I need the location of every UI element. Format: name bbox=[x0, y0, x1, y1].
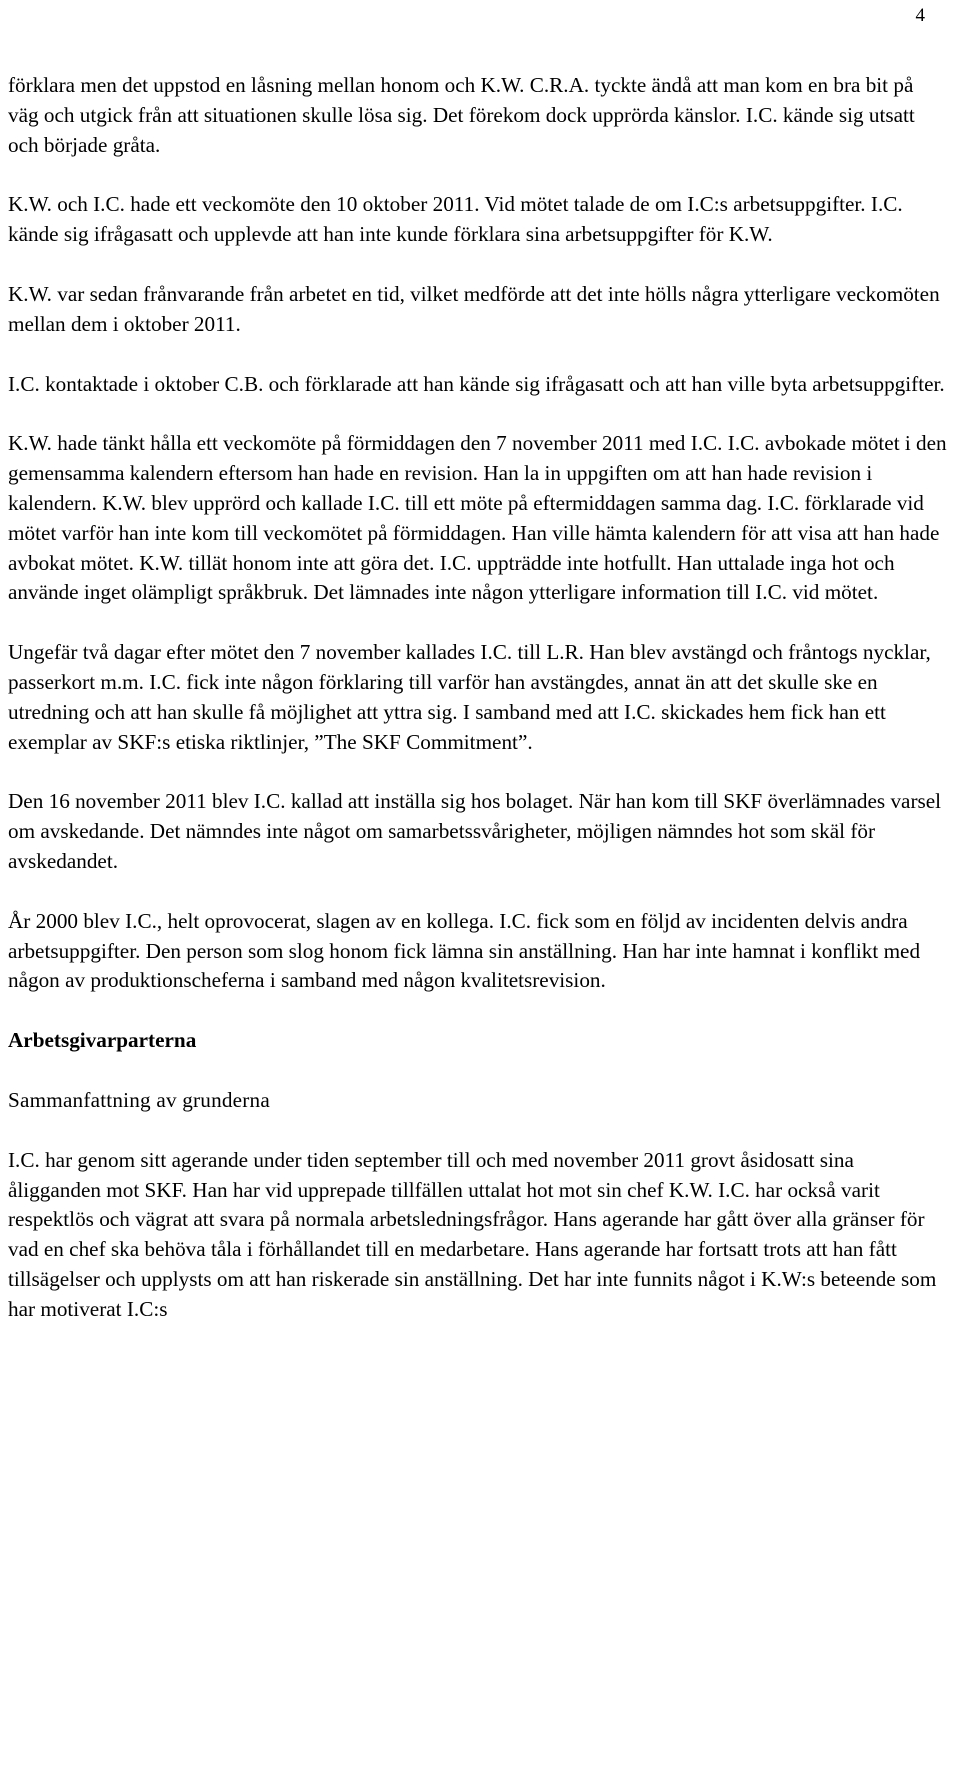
final-paragraph: I.C. har genom sitt agerande under tiden september till och med november 2011 grovt åsidosatt sina åligganden mot SKF. Han har vid upprepade tillfällen uttalat hot mot sin chef K.W. I.C. har också varit respektlös och vägrat att svara på normala arbetsledningsfrågor. Hans agerande har gått över alla gränser för vad en chef ska behöva tåla i förhållandet till en medarbetare. Hans agerande har fortsatt trots att han fått tillsägelser och upplysts om att han riskerade sin anställning. Det har inte funnits något i K.W:s beteende som har motiverat I.C:s bbox=[8, 1147, 937, 1321]
document-body bbox=[8, 71, 948, 1355]
paragraph-4: I.C. kontaktade i oktober C.B. och förklarade att han kände sig ifrågasatt och att han ville byta arbetsuppgifter. bbox=[8, 371, 945, 396]
section-heading: Arbetsgivarparterna bbox=[8, 1028, 197, 1053]
paragraph-5: K.W. hade tänkt hålla ett veckomöte på förmiddagen den 7 november 2011 med I.C. I.C. avbokade mötet i den gemensamma kalendern eftersom han hade en revision. Han la in uppgiften om att han hade revision i kalendern. K.W. blev upprörd och kallade I.C. till ett möte på eftermiddagen samma dag. I.C. förklarade vid mötet varför han inte kom till veckomötet på förmiddagen. Han ville hämta kalendern för att visa att han hade avbokat mötet. K.W. tillät honom inte att göra det. I.C. uppträdde inte hotfullt. Han uttalade inga hot och använde inget olämpligt språkbruk. Det lämnades inte någon ytterligare information till I.C. vid mötet. bbox=[8, 431, 947, 605]
paragraph-7: Den 16 november 2011 blev I.C. kallad att inställa sig hos bolaget. När han kom till SKF överlämnades varsel om avskedande. Det nämndes inte något om samarbetssvårigheter, möjligen nämndes hot som skäl för avskedandet. bbox=[8, 789, 942, 873]
page-number: 4 bbox=[915, 5, 925, 26]
paragraph-3: K.W. var sedan frånvarande från arbetet en tid, vilket medförde att det inte hölls några ytterligare veckomöten mellan dem i oktober 2011. bbox=[8, 281, 940, 336]
paragraph-6: Ungefär två dagar efter mötet den 7 november kallades I.C. till L.R. Han blev avstängd och fråntogs nycklar, passerkort m.m. I.C. fick inte någon förklaring till varför han avstängdes, annat än att det skulle ske en utredning och att han skulle få möjlighet att yttra sig. I samband med att I.C. skickades hem fick han ett exemplar av SKF:s etiska riktlinjer, ”The SKF Commitment”. bbox=[8, 640, 931, 754]
paragraph-1: förklara men det uppstod en låsning mellan honom och K.W. C.R.A. tyckte ändå att man kom en bra bit på väg och utgick från att situationen skulle lösa sig. Det förekom dock upprörda känslor. I.C. kände sig utsatt och började gråta. bbox=[8, 73, 915, 157]
paragraph-8: År 2000 blev I.C., helt oprovocerat, slagen av en kollega. I.C. fick som en följd av incidenten delvis andra arbetsuppgifter. Den person som slog honom fick lämna sin anställning. Han har inte hamnat i konflikt med någon av produktionscheferna i samband med någon kvalitetsrevision. bbox=[8, 908, 921, 993]
subsection-heading: Sammanfattning av grunderna bbox=[8, 1087, 270, 1112]
paragraph-2: K.W. och I.C. hade ett veckomöte den 10 oktober 2011. Vid mötet talade de om I.C:s arbetsuppgifter. I.C. kände sig ifrågasatt och upplevde att han inte kunde förklara sina arbetsuppgifter för K.W. bbox=[8, 192, 903, 247]
